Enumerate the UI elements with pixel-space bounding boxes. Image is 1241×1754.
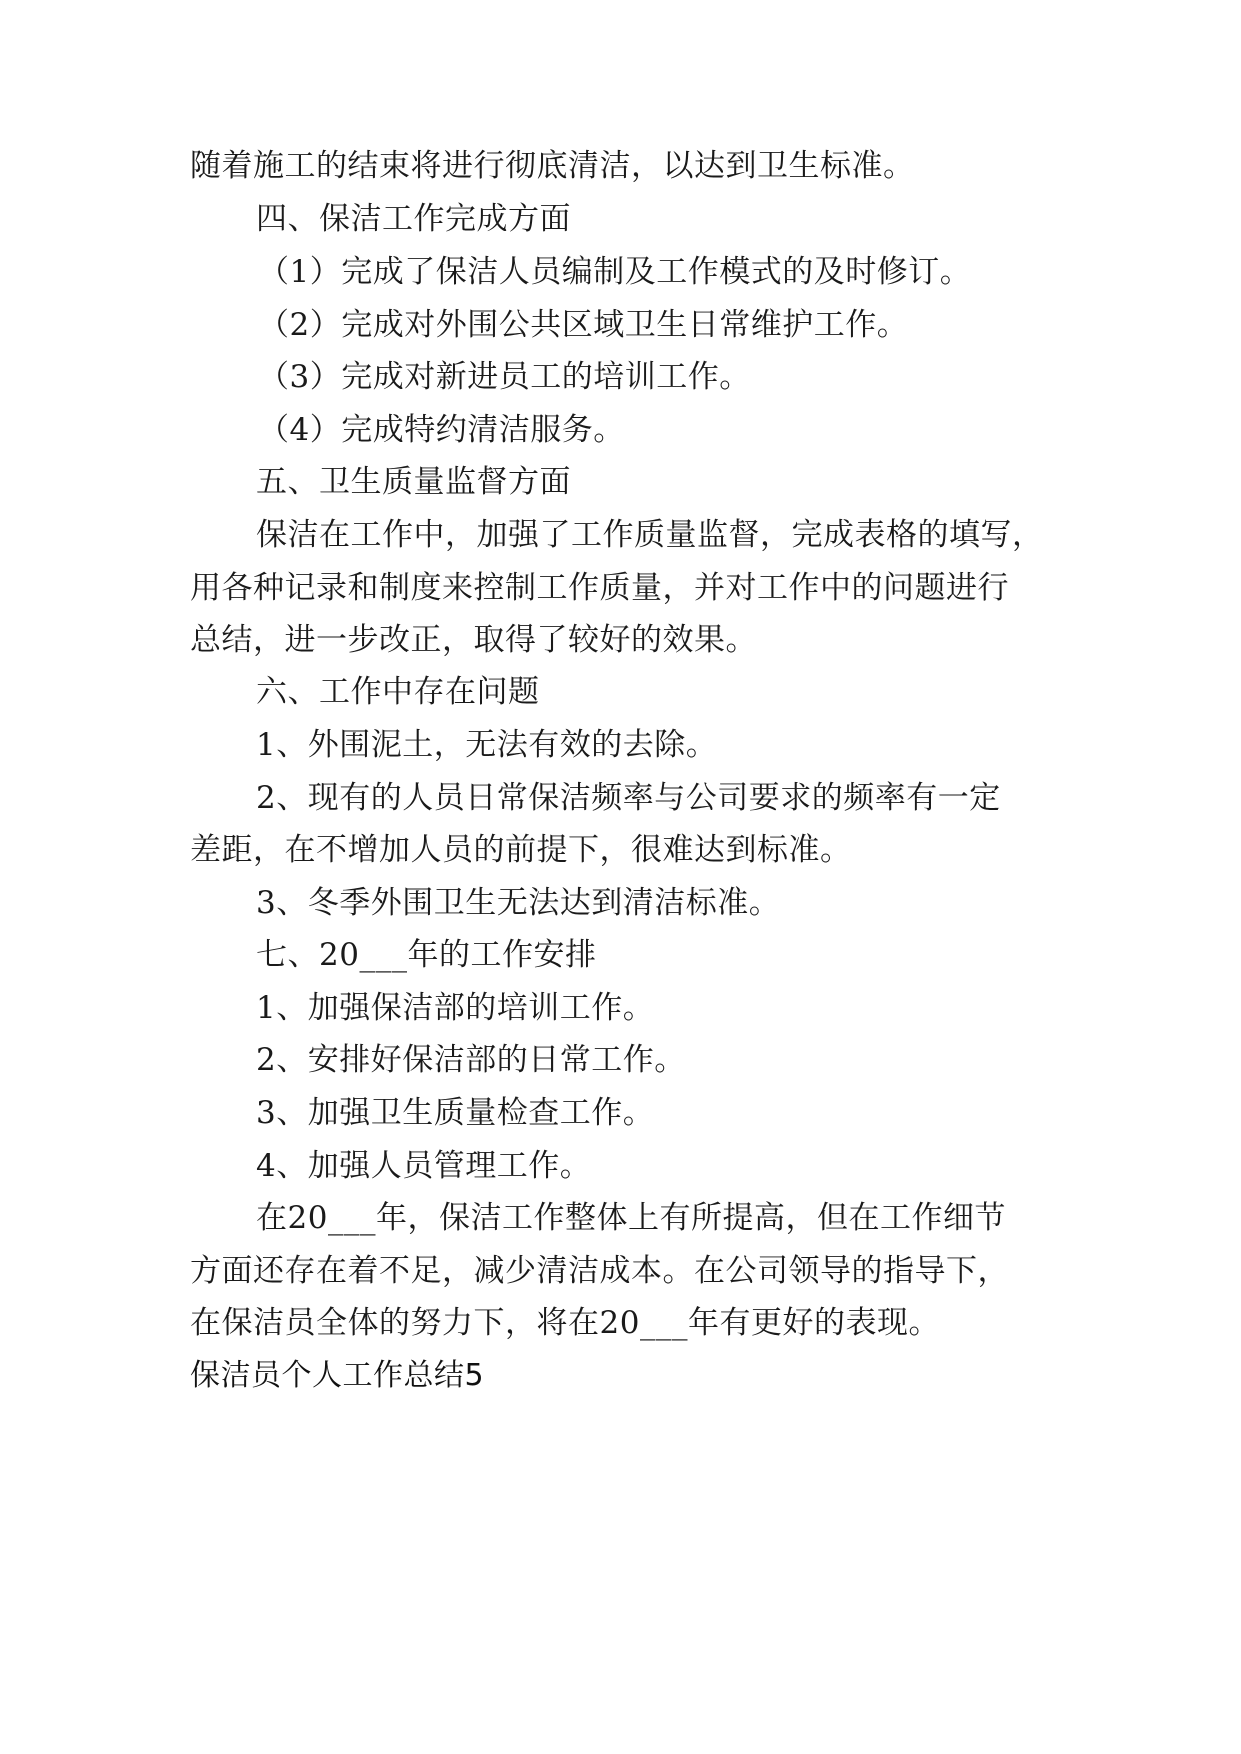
document-title: 保洁员个人工作总结5 xyxy=(190,1358,485,1393)
list-item: 1、外围泥土，无法有效的去除。 xyxy=(256,727,718,763)
list-item: 1、加强保洁部的培训工作。 xyxy=(256,990,655,1026)
paragraph-line: 保洁在工作中，加强了工作质量监督，完成表格的填写， xyxy=(256,517,1044,553)
list-item: 2、安排好保洁部的日常工作。 xyxy=(256,1042,686,1078)
paragraph-line: 随着施工的结束将进行彻底清洁，以达到卫生标准。 xyxy=(190,148,915,184)
list-item: 4、加强人员管理工作。 xyxy=(256,1148,592,1184)
section-heading: 六、工作中存在问题 xyxy=(256,674,540,710)
paragraph-line: 用各种记录和制度来控制工作质量，并对工作中的问题进行 xyxy=(190,570,1009,606)
list-item: （4）完成特约清洁服务。 xyxy=(258,412,625,448)
section-heading: 四、保洁工作完成方面 xyxy=(256,201,571,237)
paragraph-line: 差距，在不增加人员的前提下，很难达到标准。 xyxy=(190,832,852,868)
paragraph-line: 总结，进一步改正，取得了较好的效果。 xyxy=(190,622,757,658)
section-heading: 七、20___年的工作安排 xyxy=(256,937,597,973)
paragraph-line: 方面还存在着不足，减少清洁成本。在公司领导的指导下， xyxy=(190,1253,1009,1289)
section-heading: 五、卫生质量监督方面 xyxy=(256,464,571,500)
list-item: （2）完成对外围公共区域卫生日常维护工作。 xyxy=(258,307,909,343)
list-item: （3）完成对新进员工的培训工作。 xyxy=(258,359,751,395)
list-item: 3、冬季外围卫生无法达到清洁标准。 xyxy=(256,885,781,921)
paragraph-line: 在20___年，保洁工作整体上有所提高，但在工作细节 xyxy=(256,1200,1006,1236)
list-item: 3、加强卫生质量检查工作。 xyxy=(256,1095,655,1131)
list-item: （1）完成了保洁人员编制及工作模式的及时修订。 xyxy=(258,254,972,290)
list-item: 2、现有的人员日常保洁频率与公司要求的频率有一定 xyxy=(256,780,1001,816)
paragraph-line: 在保洁员全体的努力下，将在20___年有更好的表现。 xyxy=(190,1305,940,1341)
